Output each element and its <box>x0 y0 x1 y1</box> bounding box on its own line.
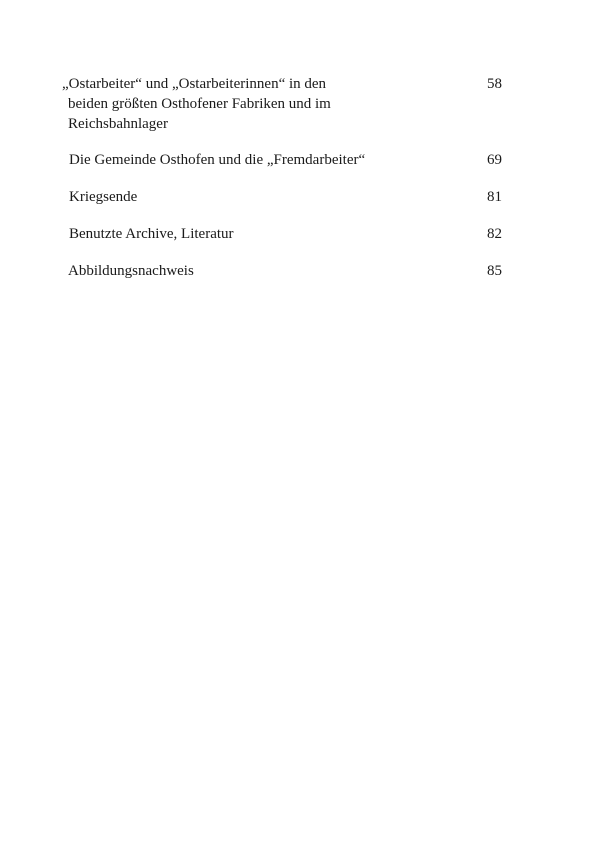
toc-entry-title-line: Abbildungsnachweis <box>68 263 194 279</box>
toc-entry-page-number: 58 <box>487 76 502 92</box>
toc-entry-title-line: „Ostarbeiter“ und „Ostarbeiterinnen“ in den <box>62 76 327 92</box>
toc-entry-title-line: beiden größten Osthofener Fabriken und im <box>68 96 331 112</box>
toc-entry-benutzte-archive <box>62 224 502 244</box>
toc-entry-page-number: 85 <box>487 263 502 279</box>
toc-entry-abbildungsnachweis <box>62 261 502 281</box>
toc-entry-gemeinde-osthofen <box>62 150 502 170</box>
toc-entry-title <box>62 74 372 134</box>
toc-entry-title-line: Die Gemeinde Osthofen und die „Fremdarbeiter“ <box>69 152 366 168</box>
toc-entry-title <box>69 187 379 207</box>
toc-entry-title <box>69 150 379 170</box>
table-of-contents <box>62 74 502 281</box>
toc-entry-title <box>68 261 378 281</box>
toc-entry-page-number: 69 <box>487 152 502 168</box>
toc-entry-title <box>69 224 379 244</box>
toc-entry-title-line: Kriegsende <box>69 189 138 205</box>
toc-entry-page-number: 81 <box>487 189 502 205</box>
toc-entry-page-number: 82 <box>487 226 502 242</box>
toc-entry-kriegsende <box>62 187 502 207</box>
toc-entry-ostarbeiter <box>62 74 502 134</box>
toc-entry-title-line: Reichsbahnlager <box>68 116 168 132</box>
toc-entry-title-line: Benutzte Archive, Literatur <box>69 226 234 242</box>
